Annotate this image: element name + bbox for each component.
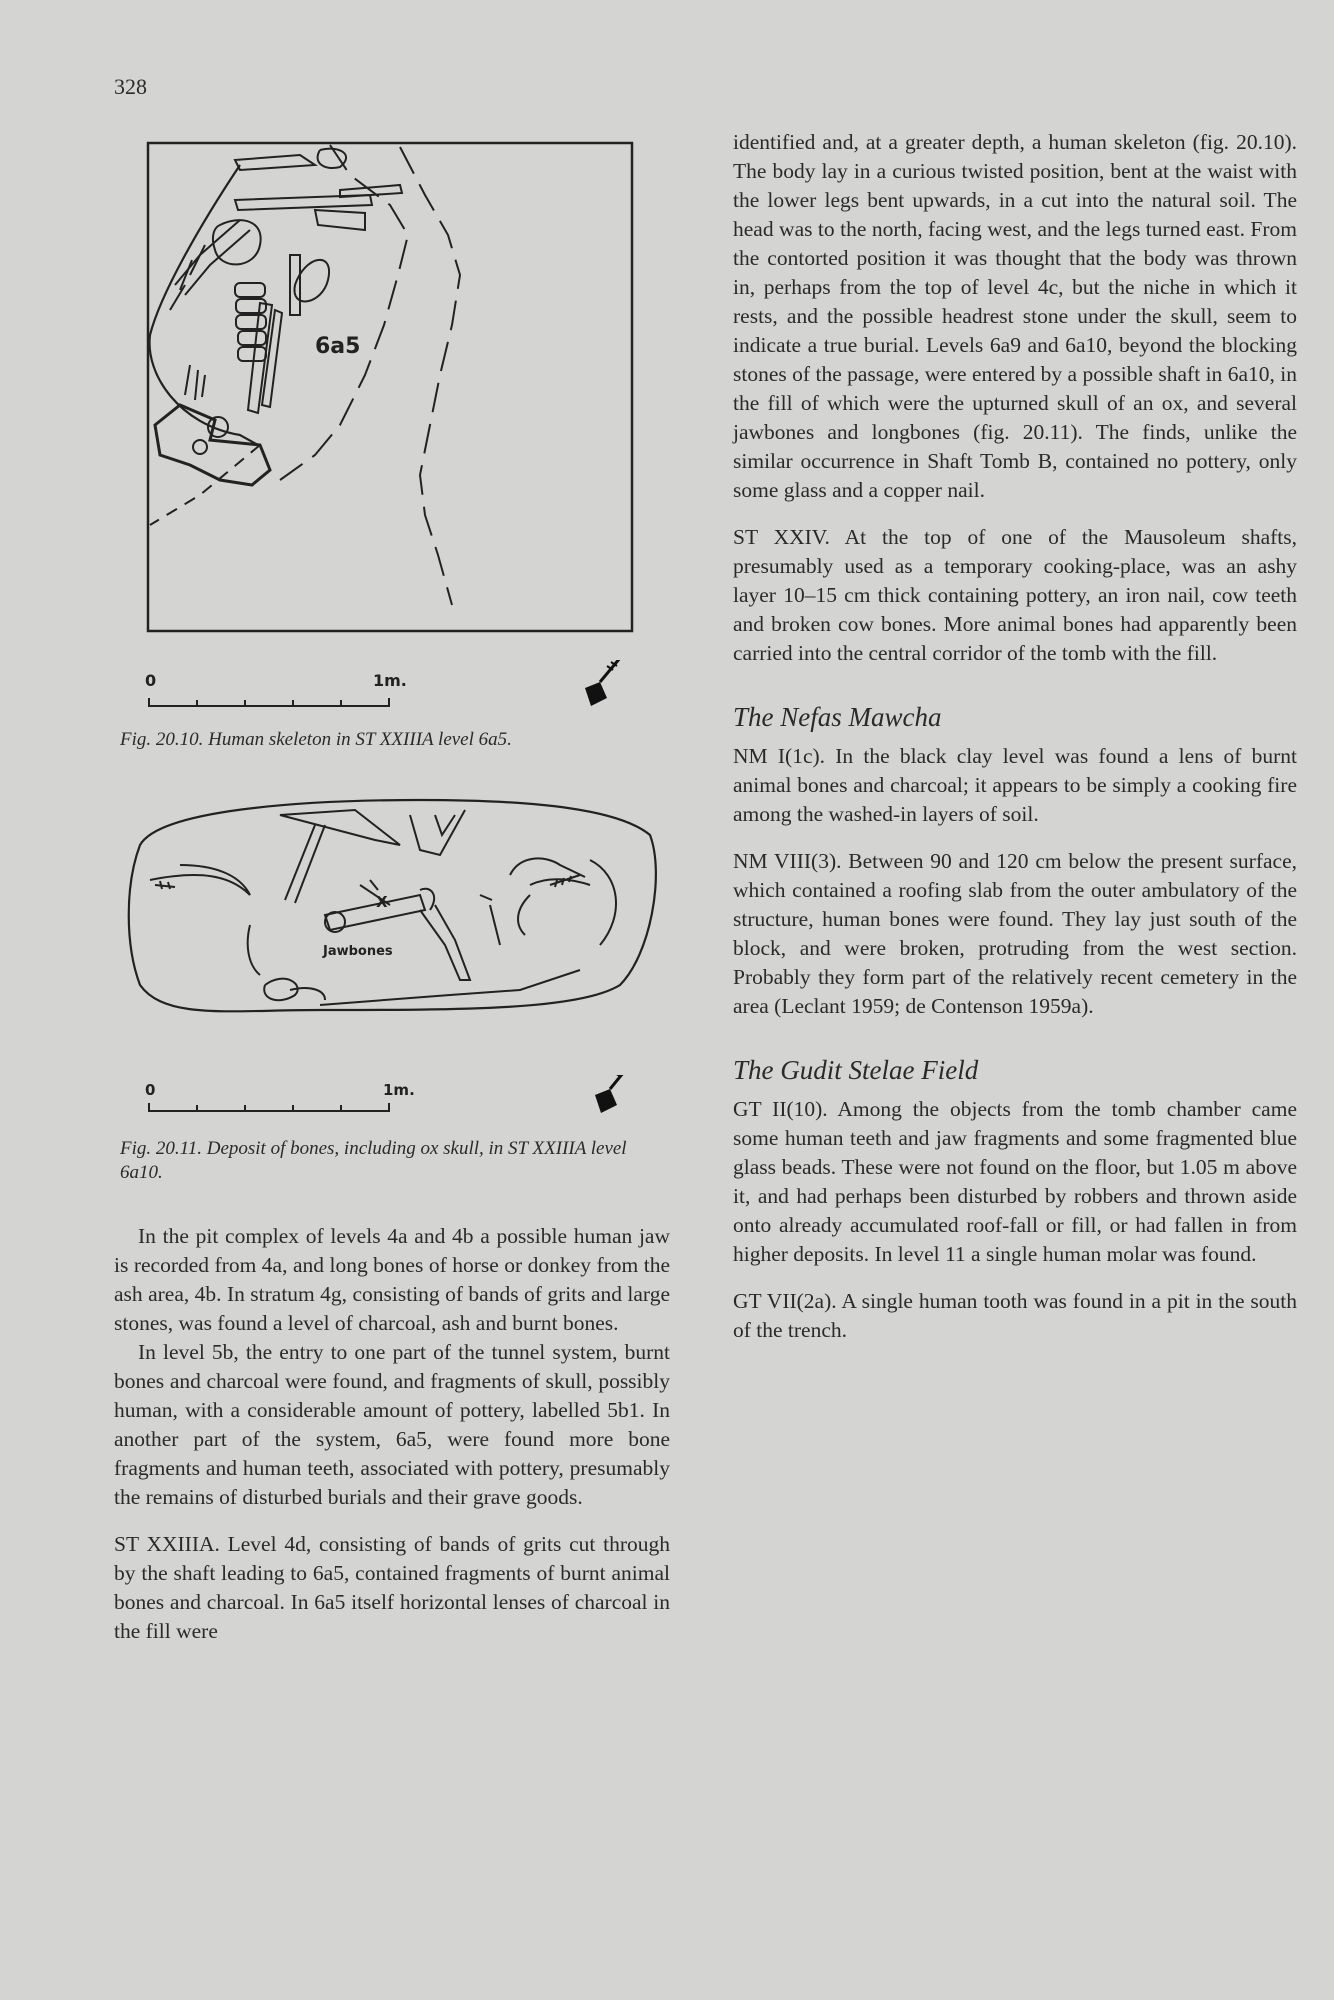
fig-20-10-scale-bar bbox=[145, 660, 665, 730]
paragraph: NM VIII(3). Between 90 and 120 cm below the present surface, which contained a roofing slab from the outer ambulatory of the structure, human bones were found. They lay just south of the block, and were broken, protruding from the west section. Probably they form part of the relatively recent cemetery in the area (Leclant 1959; de Contenson 1959a). bbox=[733, 849, 1297, 1018]
left-column-text bbox=[114, 1222, 670, 1646]
x-marker-label: X bbox=[376, 893, 388, 911]
paragraph: identified and, at a greater depth, a human skeleton (fig. 20.10). The body lay in a curious twisted position, bent at the waist with the lower legs bent upwards, in a cut into the natural soil. The head was to the north, facing west, and the legs turned east. From the contorted position it was thought that the body was thrown in, perhaps from the top of level 4c, but the niche in which it rests, and the possible headrest stone under the skull, seem to indicate a true burial. Levels 6a9 and 6a10, beyond the blocking stones of the passage, were entered by a possible shaft in 6a10, in the fill of which were the upturned skull of an ox, and several jawbones and longbones (fig. 20.11). The finds, unlike the similar occurrence in Shaft Tomb B, contained no pottery, only some glass and a copper nail. bbox=[733, 130, 1297, 502]
fig-20-11-caption: Fig. 20.11. Deposit of bones, including ox skull, in ST XXIIIA level 6a10. bbox=[120, 1138, 627, 1183]
north-arrow-icon bbox=[595, 1075, 628, 1113]
paragraph: In level 5b, the entry to one part of the tunnel system, burnt bones and charcoal were found, and fragments of skull, possibly human, with a considerable amount of pottery, labelled 5b1. In another part of the system, 6a5, were found more bone fragments and human teeth, associated with pottery, presumably the remains of disturbed burials and their grave goods. bbox=[114, 1340, 670, 1509]
paragraph: GT VII(2a). A single human tooth was found in a pit in the south of the trench. bbox=[733, 1289, 1297, 1342]
section-heading-nefas-mawcha: The Nefas Mawcha bbox=[733, 702, 942, 732]
scale-one-meter: 1m. bbox=[383, 1081, 415, 1099]
north-arrow-icon bbox=[585, 660, 620, 706]
figure-20-10-drawing bbox=[140, 135, 640, 635]
page-number: 328 bbox=[114, 74, 147, 99]
right-column-text bbox=[733, 128, 1297, 1345]
figure-20-11-drawing bbox=[120, 785, 665, 1025]
fig-20-10-caption: Fig. 20.10. Human skeleton in ST XXIIIA level 6a5. bbox=[120, 729, 512, 750]
area-label-6a5: 6a5 bbox=[315, 334, 361, 359]
paragraph: NM I(1c). In the black clay level was found a lens of burnt animal bones and charcoal; it appears to be simply a cooking fire among the washed-in layers of soil. bbox=[733, 744, 1297, 826]
paragraph: In the pit complex of levels 4a and 4b a possible human jaw is recorded from 4a, and long bones of horse or donkey from the ash area, 4b. In stratum 4g, consisting of bands of grits and large stones, was found a level of charcoal, ash and burnt bones. bbox=[114, 1224, 670, 1335]
scale-one-meter: 1m. bbox=[373, 671, 407, 690]
paragraph: ST XXIV. At the top of one of the Mausoleum shafts, presumably used as a temporary cooking-place, was an ashy layer 10–15 cm thick containing pottery, an iron nail, cow teeth and broken cow bones. More animal bones had apparently been carried into the central corridor of the tomb with the fill. bbox=[733, 525, 1297, 665]
jawbones-label: Jawbones bbox=[323, 944, 393, 959]
paragraph: ST XXIIIA. Level 4d, consisting of bands of grits cut through by the shaft leading to 6a5, contained fragments of burnt animal bones and charcoal. In 6a5 itself horizontal lenses of charcoal in the fill were bbox=[114, 1532, 670, 1643]
section-heading-gudit-stelae-field: The Gudit Stelae Field bbox=[733, 1055, 979, 1085]
fig-20-11-scale-bar bbox=[145, 1075, 665, 1145]
scale-zero: 0 bbox=[145, 671, 157, 690]
paragraph: GT II(10). Among the objects from the tomb chamber came some human teeth and jaw fragments and some fragmented blue glass beads. These were not found on the floor, but 1.05 m above it, and had perhaps been disturbed by robbers and thrown aside onto already accumulated roof-fall or fill, or had fallen in from higher deposits. In level 11 a single human molar was found. bbox=[733, 1097, 1297, 1266]
scale-zero: 0 bbox=[145, 1081, 156, 1099]
